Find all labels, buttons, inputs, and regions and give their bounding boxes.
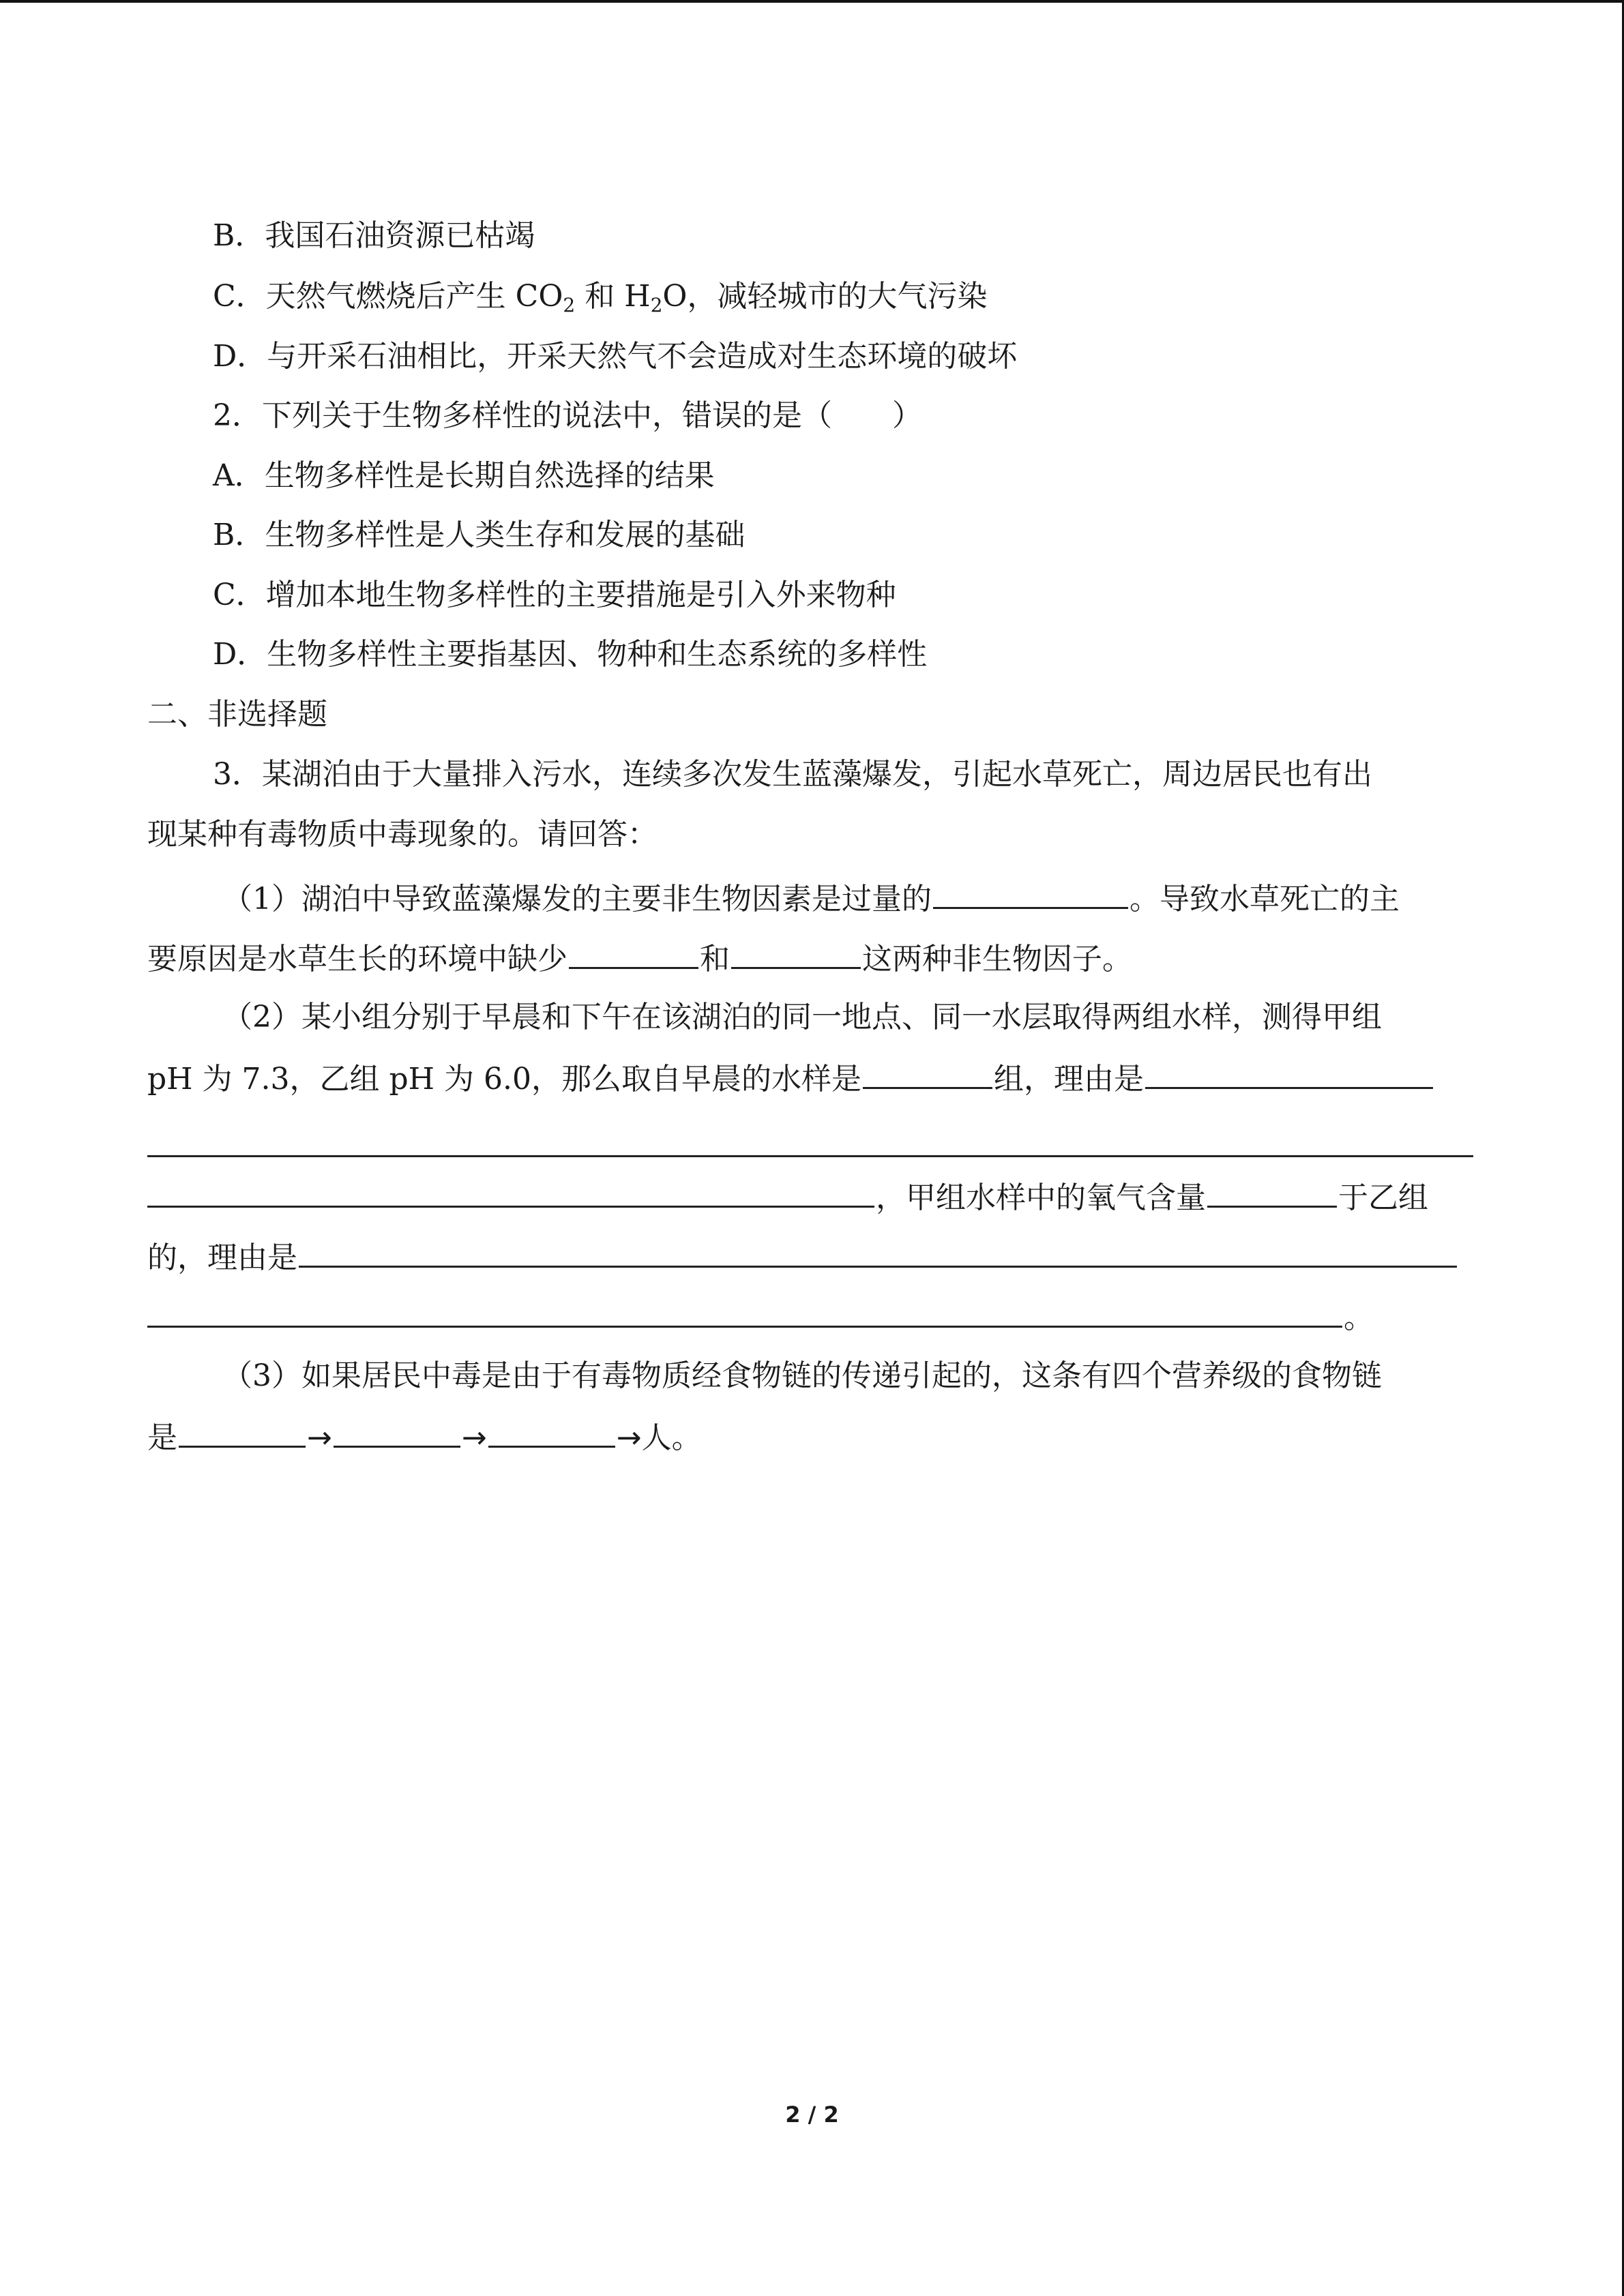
q3-part3-text: 人。 <box>641 1420 702 1455</box>
arrow-right-icon: → <box>461 1420 487 1455</box>
q1-option-c-text: C．天然气燃烧后产生 CO <box>213 279 563 314</box>
q3-part1-line2 <box>147 937 1132 980</box>
q3-part2-line4 <box>147 1176 1428 1219</box>
q2-option-a: A．生物多样性是长期自然选择的结果 <box>213 458 715 493</box>
answer-blank[interactable] <box>488 1416 615 1448</box>
q3-part3-line1: （3）如果居民中毒是由于有毒物质经食物链的传递引起的，这条有四个营养级的食物链 <box>222 1358 1382 1393</box>
q3-part2-line6 <box>147 1296 1374 1339</box>
q3-part1-text: 和 <box>700 942 730 976</box>
q3-part3-line2 <box>147 1416 702 1459</box>
answer-line[interactable] <box>147 1155 1473 1157</box>
q1-option-c <box>213 276 987 317</box>
answer-blank[interactable] <box>334 1416 460 1448</box>
q3-part3-text: 是 <box>147 1420 177 1455</box>
answer-blank[interactable] <box>299 1236 1457 1268</box>
q3-part2-line1: （2）某小组分别于早晨和下午在该湖泊的同一地点、同一水层取得两组水样，测得甲组 <box>222 1000 1382 1034</box>
q1-option-c-text: 和 H <box>575 279 651 314</box>
q3-stem-line1: 3．某湖泊由于大量排入污水，连续多次发生蓝藻爆发，引起水草死亡，周边居民也有出 <box>213 757 1372 792</box>
page-number: 2 / 2 <box>785 2102 839 2128</box>
q3-part2-text: 。 <box>1344 1300 1374 1335</box>
subscript-2: 2 <box>563 294 576 316</box>
answer-blank[interactable] <box>1145 1057 1433 1089</box>
q3-part2-text: pH 为 7.3，乙组 pH 为 6.0，那么取自早晨的水样是 <box>147 1062 861 1097</box>
q3-part2-text: ，甲组水样中的氧气含量 <box>876 1180 1206 1215</box>
answer-blank[interactable] <box>147 1296 1342 1328</box>
q3-part1-text: 要原因是水草生长的环境中缺少 <box>147 942 567 976</box>
subscript-2: 2 <box>650 294 663 316</box>
answer-blank[interactable] <box>147 1176 874 1208</box>
q2-option-c: C．增加本地生物多样性的主要措施是引入外来物种 <box>213 578 896 612</box>
q1-option-b: B．我国石油资源已枯竭 <box>213 218 535 253</box>
answer-blank[interactable] <box>569 937 698 969</box>
top-border <box>0 0 1624 3</box>
q3-part1-text: 。导致水草死亡的主 <box>1130 882 1400 916</box>
q3-part2-text: 组，理由是 <box>993 1062 1144 1097</box>
q3-part1-text: （1）湖泊中导致蓝藻爆发的主要非生物因素是过量的 <box>222 882 932 916</box>
q2-stem: 2．下列关于生物多样性的说法中，错误的是（ ） <box>213 398 922 433</box>
arrow-right-icon: → <box>616 1420 642 1455</box>
q3-part1-text: 这两种非生物因子。 <box>862 942 1132 976</box>
q3-part2-text: 的，理由是 <box>147 1240 297 1275</box>
section-heading: 二、非选择题 <box>147 697 327 732</box>
q3-part1-line1 <box>222 877 1400 920</box>
arrow-right-icon: → <box>307 1420 332 1455</box>
q3-part2-line2 <box>147 1057 1434 1100</box>
q1-option-c-text: O，减轻城市的大气污染 <box>662 279 988 314</box>
q2-option-b: B．生物多样性是人类生存和发展的基础 <box>213 518 745 552</box>
q3-part2-line5 <box>147 1236 1458 1279</box>
q1-option-d: D．与开采石油相比，开采天然气不会造成对生态环境的破坏 <box>213 339 1018 374</box>
answer-blank[interactable] <box>863 1057 992 1089</box>
answer-blank[interactable] <box>179 1416 306 1448</box>
answer-blank[interactable] <box>731 937 861 969</box>
answer-blank[interactable] <box>1207 1176 1337 1208</box>
q3-stem-line2: 现某种有毒物质中毒现象的。请回答： <box>147 817 658 852</box>
q3-part2-text: 于乙组 <box>1338 1180 1428 1215</box>
answer-blank[interactable] <box>933 877 1128 909</box>
q2-option-d: D．生物多样性主要指基因、物种和生态系统的多样性 <box>213 637 928 672</box>
